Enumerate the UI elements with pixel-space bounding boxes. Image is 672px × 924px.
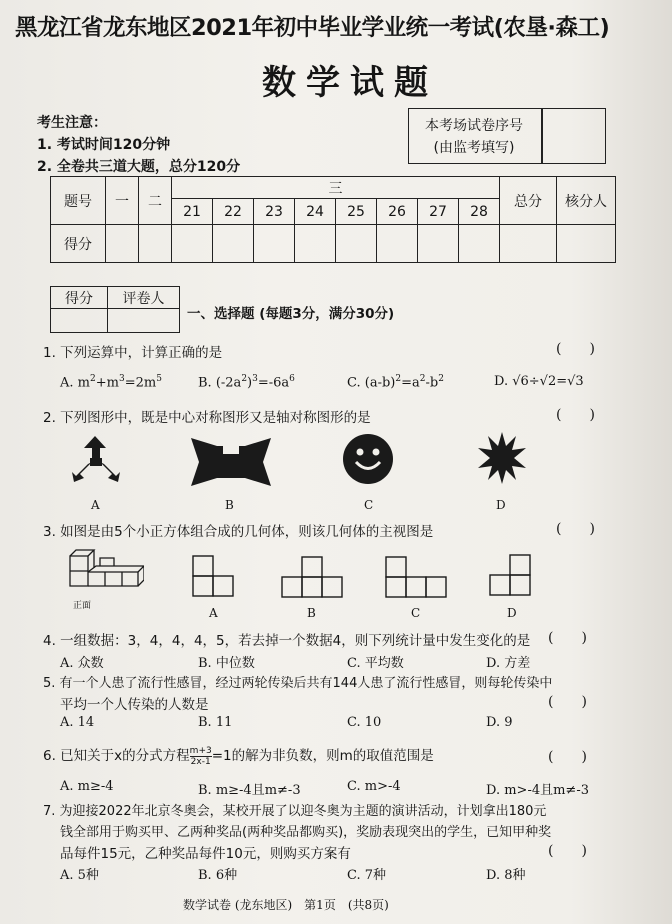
question-6: 6. 已知关于x的分式方程 $\frac{m+3}{2x-1}$ =1的解为非负数，则m的取值范围是 [43,745,434,767]
col-total: 总分 [500,177,557,225]
question-7-cont: 品每件15元，乙种奖品每件10元，则购买方案有 [60,846,351,862]
subject-title: 数学试题 [262,63,438,103]
option-c: C. 10 [347,715,382,730]
fraction: $\frac{m+3}{2x-1}$ [189,745,212,767]
option-a: A. 5种 [60,868,99,883]
figure-label-d: D [496,498,506,512]
col-q28: 28 [459,199,500,225]
col-q23: 23 [254,199,295,225]
front-label: 正面 [73,601,92,611]
answer-bracket: ( ) [548,749,587,765]
view-label-c: C [411,606,421,620]
col-q27: 27 [418,199,459,225]
cube-solid-figure [60,546,144,598]
col-checker: 核分人 [557,177,616,225]
option-b: B. m≥-4且m≠-3 [198,783,301,798]
page-footer: 数学试卷 (龙东地区) 第1页 (共8页) [183,898,389,912]
option-c: C. 7种 [347,868,387,883]
col-q25: 25 [336,199,377,225]
front-view-a [192,555,238,599]
question-1: 1. 下列运算中，计算正确的是 [43,345,223,361]
bowtie-figure [189,434,273,490]
option-b: B. 中位数 [198,656,255,671]
question-7-cont: 钱全部用于购买甲、乙两种奖品(两种奖品都购买)，奖励表现突出的学生，已知甲种奖 [60,825,552,840]
arrows-figure [62,432,128,490]
answer-bracket: ( ) [548,843,587,859]
star-figure [476,430,528,486]
question-3: 3. 如图是由5个小正方体组合成的几何体，则该几何体的主视图是 [43,524,434,540]
smiley-figure [340,431,396,487]
option-b: B. 6种 [198,868,238,883]
answer-bracket: ( ) [548,630,587,646]
option-b: B. 11 [198,715,233,730]
option-d: D. m>-4且m≠-3 [486,783,589,798]
front-view-c [384,556,450,600]
section-one-heading: 一、选择题 (每题3分，满分30分) [187,306,395,322]
answer-bracket: ( ) [548,694,587,710]
option-a: A. 14 [60,715,95,730]
col-q22: 22 [213,199,254,225]
score-cell [295,225,336,263]
score-cell [106,225,139,263]
option-c: C. $(a-b)^2=a^2-b^2$ [347,374,444,391]
serial-label: 本考场试卷序号 [425,118,523,134]
score-cell [418,225,459,263]
score-cell [213,225,254,263]
section-grader-label: 评卷人 [108,287,180,309]
question-7: 7. 为迎接2022年北京冬奥会，某校开展了以迎冬奥为主题的演讲活动，计划拿出180元 [43,804,547,819]
option-b: B. $(-2a^2)^3=-6a^6$ [198,374,295,391]
score-cell [557,225,616,263]
score-cell [336,225,377,263]
score-cell [108,309,180,333]
option-d: D. √6÷√2=√3 [494,374,584,389]
question-4: 4. 一组数据：3，4，4，4，5，若去掉一个数据4，则下列统计量中发生变化的是 [43,633,531,649]
col-q21: 21 [172,199,213,225]
score-table [50,176,616,263]
score-cell [377,225,418,263]
front-view-b [280,556,346,600]
figure-label-a: A [91,498,100,512]
question-5-cont: 平均一个人传染的人数是 [60,697,209,713]
option-a: A. $m^2+m^3=2m^5$ [60,374,162,391]
view-label-b: B [307,606,316,620]
notice-item-2: 2. 全卷共三道大题，总分120分 [37,159,241,175]
answer-bracket: ( ) [556,341,595,357]
question-5: 5. 有一个人患了流行性感冒，经过两轮传染后共有144人患了流行性感冒，则每轮传染中 [43,676,553,691]
exam-serial-box [408,108,606,164]
score-cell [500,225,557,263]
front-view-d [488,554,534,600]
figure-label-b: B [225,498,234,512]
option-c: C. 平均数 [347,656,404,671]
answer-bracket: ( ) [556,407,595,423]
option-d: D. 方差 [486,656,531,671]
row-header: 题号 [51,177,106,225]
score-cell [172,225,213,263]
score-cell [139,225,172,263]
exam-title: 黑龙江省龙东地区2021年初中毕业学业统一考试(农垦·森工) [15,15,610,41]
col-part-three: 三 [172,177,500,199]
option-a: A. m≥-4 [60,779,114,794]
question-2: 2. 下列图形中，既是中心对称图形又是轴对称图形的是 [43,410,371,426]
option-d: D. 8种 [486,868,526,883]
option-d: D. 9 [486,715,513,730]
section-score-label: 得分 [51,287,108,309]
col-part-two: 二 [139,177,172,225]
view-label-d: D [507,606,517,620]
option-c: C. m>-4 [347,779,401,794]
score-cell [459,225,500,263]
view-label-a: A [209,606,218,620]
figure-label-c: C [364,498,374,512]
notice-heading: 考生注意： [37,115,107,131]
section-score-box [50,286,180,333]
notice-item-1: 1. 考试时间120分钟 [37,137,171,153]
score-row-label: 得分 [51,225,106,263]
serial-sublabel: (由监考填写) [433,140,515,156]
answer-bracket: ( ) [556,521,595,537]
col-q26: 26 [377,199,418,225]
option-a: A. 众数 [60,656,104,671]
col-q24: 24 [295,199,336,225]
score-cell [254,225,295,263]
score-cell [51,309,108,333]
col-part-one: 一 [106,177,139,225]
